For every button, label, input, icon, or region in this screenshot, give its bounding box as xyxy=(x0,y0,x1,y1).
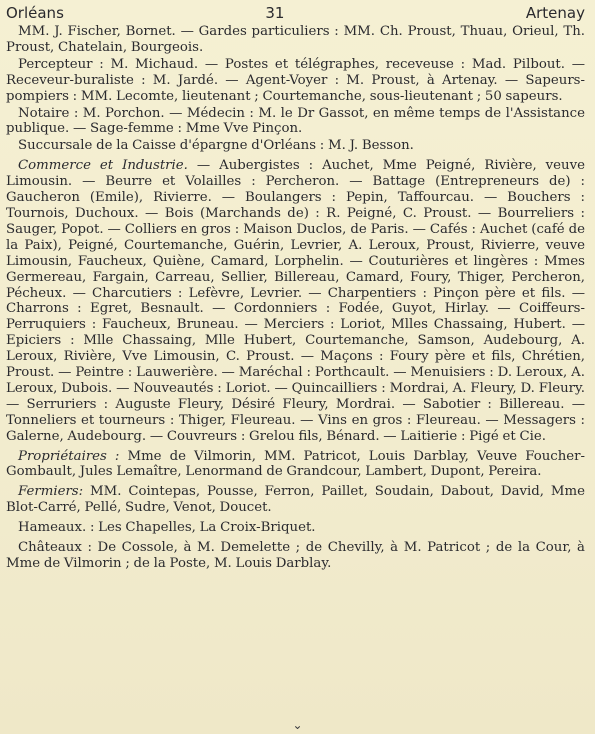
paragraph-hameaux xyxy=(6,520,585,536)
paragraph-lead: Propriétaires : xyxy=(18,448,120,464)
page-turn-mark-icon: ⌄ xyxy=(292,718,303,732)
paragraph-text: Percepteur : M. Michaud. — Postes et télégraphes, receveuse : Mad. Pilbout. — Receveur-buraliste : M. Jardé. — Agent-Voyer : M. Proust, à Artenay. — Sapeurs-pompiers : MM. Lecomte, lieutenant ; Courtemanche, sous-lieutenant ; 50 sapeurs. xyxy=(6,56,585,104)
paragraph-text: — Aubergistes : Auchet, Mme Peigné, Rivière, veuve Limousin. — Beurre et Volailles : Percheron. — Battage (Entrepreneurs de) : Gaucheron (Emile), Rivierre. — Boulangers : Pepin, Taffourcau. — Bouchers : Tournois, Duchoux. — Bois (Marchands de) : R. Peigné, C. Proust. — Bourreliers : Sauger, Popot. — Colliers en gros : Maison Duclos, de Paris. — Cafés : Auchet (café de la Paix), Peigné, Courtemanche, Guérin, Levrier, A. Leroux, Proust, Rivierre, veuve Limousin, Faucheux, Quiène, Camard, Lorphelin. — Couturières et lingères : Mmes Germereau, Fargain, Carreau, Sellier, Billereau, Camard, Foury, Thiger, Percheron, Pécheux. — Charcutiers : Lefèvre, Levrier. — Charpentiers : Pinçon père et fils. — Charrons : Egret, Besnault. — Cordonniers : Fodée, Guyot, Hirlay. — Coiffeurs-Perruquiers : Faucheux, Bruneau. — Merciers : Loriot, Mlles Chassaing, Hubert. — Epiciers : Mlle Chassaing, Mlle Hubert, Courtemanche, Samson, Audebourg, A. Leroux, Rivière, Vve Limousin, C. Proust. — Maçons : Foury père et fils, Chrétien, Proust. — Peintre : Lauwerière. — Maréchal : Porthcault. — Menuisiers : D. Leroux, A. Leroux, Dubois. — Nouveautés : Loriot. — Quincailliers : Mordrai, A. Fleury, D. Fleury. — Serruriers : Auguste Fleury, Désiré Fleury, Mordrai. — Sabotier : Billereau. — Tonneliers et tourneurs : Thiger, Fleureau. — Vins en gros : Fleureau. — Messagers : Galerne, Audebourg. — Couvreurs : Grelou fils, Bénard. — Laitierie : Pigé et Cie. xyxy=(6,158,585,444)
paragraph-text: Succursale de la Caisse d'épargne d'Orléans : M. J. Besson. xyxy=(18,138,414,154)
paragraph-caisse-epargne xyxy=(6,138,585,154)
paragraph-notaire xyxy=(6,106,585,138)
paragraph-text: MM. Cointepas, Pousse, Ferron, Paillet, Soudain, Dabout, David, Mme Blot-Carré, Pellé, Sudre, Venot, Doucet. xyxy=(6,484,585,516)
paragraph-commerce-industrie xyxy=(6,158,585,444)
paragraph-text: Châteaux : De Cossole, à M. Demelette ; de Chevilly, à M. Patricot ; de la Cour, à Mme de Vilmorin ; de la Poste, M. Louis Darblay. xyxy=(6,540,585,571)
paragraph-lead: Fermiers: xyxy=(18,484,84,500)
paragraph-text: Notaire : M. Porchon. — Médecin : M. le Dr Gassot, en même temps de l'Assistance publique. — Sage-femme : Mme Vve Pinçon. xyxy=(6,105,585,137)
paragraph-percepteur xyxy=(6,57,585,105)
header-right: Artenay xyxy=(525,4,585,22)
header-left: Orléans xyxy=(6,4,64,22)
paragraph-chateaux xyxy=(6,540,585,572)
running-head xyxy=(6,4,585,24)
paragraph-text: Mme de Vilmorin, MM. Patricot, Louis Darblay, Veuve Foucher-Gombault, Jules Lemaître, Lenormand de Grandcour, Lambert, Dupont, Pereira. xyxy=(6,448,586,480)
paragraph-text: MM. J. Fischer, Bornet. — Gardes particuliers : MM. Ch. Proust, Thuau, Orieul, Th. Proust, Chatelain, Bourgeois. xyxy=(6,24,585,55)
paragraph-lead: Commerce et Industrie. xyxy=(18,158,188,174)
paragraph-text: Hameaux. : Les Chapelles, La Croix-Briquet. xyxy=(18,520,316,536)
paragraph-proprietaires xyxy=(6,449,585,481)
page-number: 31 xyxy=(265,4,285,22)
paragraph-gardes xyxy=(6,24,585,56)
paragraph-fermiers xyxy=(6,484,585,516)
